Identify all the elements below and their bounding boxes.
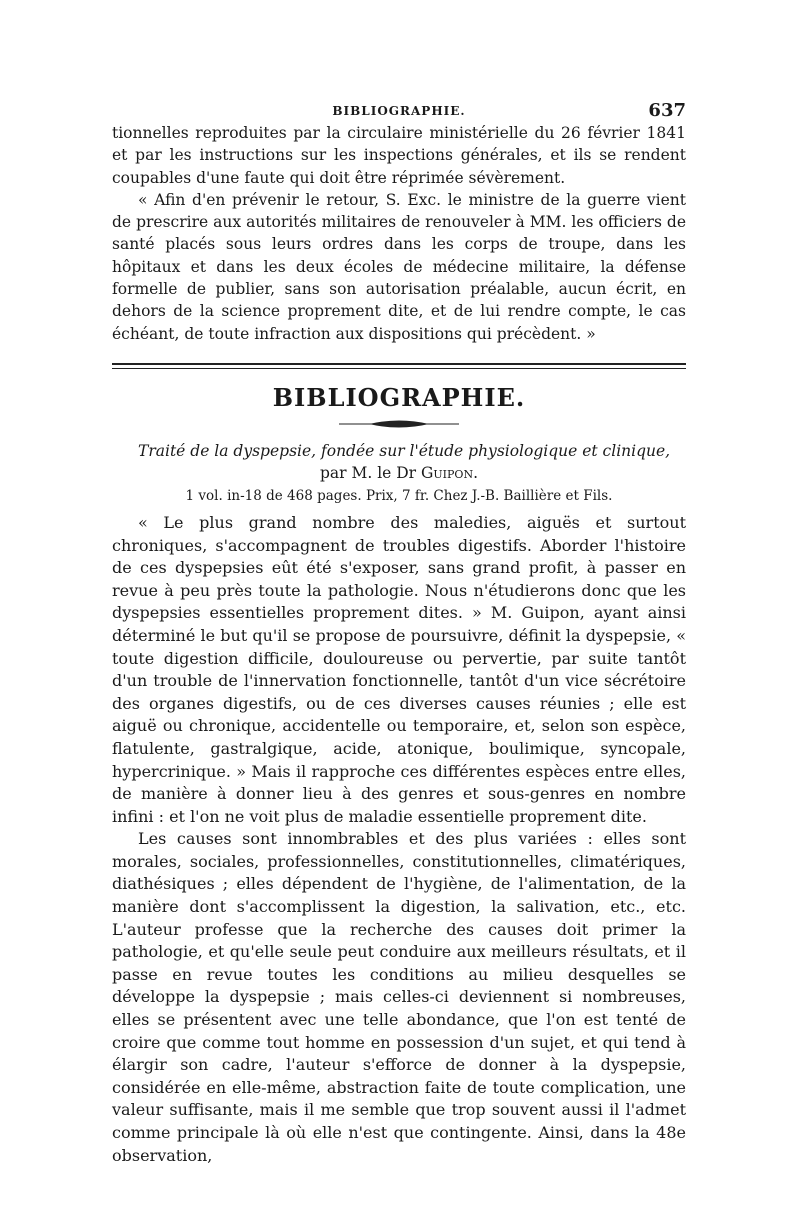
continued-paragraph: « Afin d'en prévenir le retour, S. Exc. le ministre de la guerre vient de prescrire aux autorités militaires de renouveler à MM. les officiers de santé placés sous leurs ordres dans les corps de troupe, dans les hôpitaux et dans les deux écoles de médecine militaire, la défense formelle de publier, sans son autorisation préalable, aucun écrit, en dehors de la science proprement dite, et de lui rendre compte, le cas échéant, de toute infraction aux dispositions qui précèdent. » — [112, 190, 686, 343]
review-text — [112, 512, 686, 1167]
book-author — [112, 462, 686, 484]
page-number: 637 — [648, 100, 686, 121]
book-author-name: Guipon. — [421, 463, 479, 482]
section-heading: BIBLIOGRAPHIE. — [272, 382, 526, 412]
ornament-rule-icon — [112, 416, 686, 432]
book-author-prefix: par M. le Dr — [319, 463, 417, 482]
book-publication-info: 1 vol. in-18 de 468 pages. Prix, 7 fr. Chez J.-B. Baillière et Fils. — [185, 487, 613, 504]
book-title: Traité de la dyspepsie, fondée sur l'étude physiologique et clinique, — [138, 441, 671, 460]
running-head — [112, 100, 686, 122]
section-divider — [112, 363, 686, 369]
review-paragraph: Les causes sont innombrables et des plus variées : elles sont morales, sociales, professionnelles, constitutionnelles, climatériques, diathésiques ; elles dépendent de l'hygiène, de l'alimentation, de la manière dont s'accomplissent la digestion, la salivation, etc., etc. L'auteur professe que la recherche des causes doit primer la pathologie, et qu'elle seule peut conduire aux meilleurs résultats, et il passe en revue toutes les conditions au milieu desquelles se développe la dyspepsie ; mais celles-ci deviennent si nombreuses, elles se présentent avec une telle abondance, que l'on est tenté de croire que comme tout homme en possession d'un sujet, et qui tend à élargir son cadre, l'auteur s'efforce de donner à la dyspepsie, considérée en elle-même, abstraction faite de toute complication, une valeur suffisante, mais il me semble que trop souvent aussi il l'admet comme principale là où elle n'est que contingente. Ainsi, dans la 48e observation, — [112, 829, 686, 1165]
continued-text — [112, 122, 686, 345]
book-entry — [112, 440, 686, 508]
continued-paragraph: tionnelles reproduites par la circulaire ministérielle du 26 février 1841 et par les instructions sur les inspections générales, et ils se rendent coupables d'une faute qui doit être réprimée sévèrement. — [112, 124, 686, 187]
review-paragraph: « Le plus grand nombre des maledies, aiguës et surtout chroniques, s'accompagnent de troubles digestifs. Aborder l'histoire de ces dyspepsies eût été s'exposer, sans grand profit, à passer en revue à peu près toute la pathologie. Nous n'étudierons donc que les dyspepsies essentielles proprement dites. » M. Guipon, ayant ainsi déterminé le but qu'il se propose de poursuivre, définit la dyspepsie, « toute digestion difficile, douloureuse ou pervertie, par suite tantôt d'un trouble de l'innervation fonctionnelle, tantôt d'un vice sécrétoire des organes digestifs, ou de ces diverses causes réunies ; elle est aiguë ou chronique, accidentelle ou temporaire, et, selon son espèce, flatulente, gastralgique, acide, atonique, boulimique, syncopale, hypercrinique. » Mais il rapproche ces différentes espèces entre elles, de manière à donner lieu à des genres et sous-genres en nombre infini : et l'on ne voit plus de maladie essentielle proprement dite. — [112, 512, 686, 826]
running-title: BIBLIOGRAPHIE. — [332, 104, 466, 118]
book-page — [112, 100, 686, 1167]
